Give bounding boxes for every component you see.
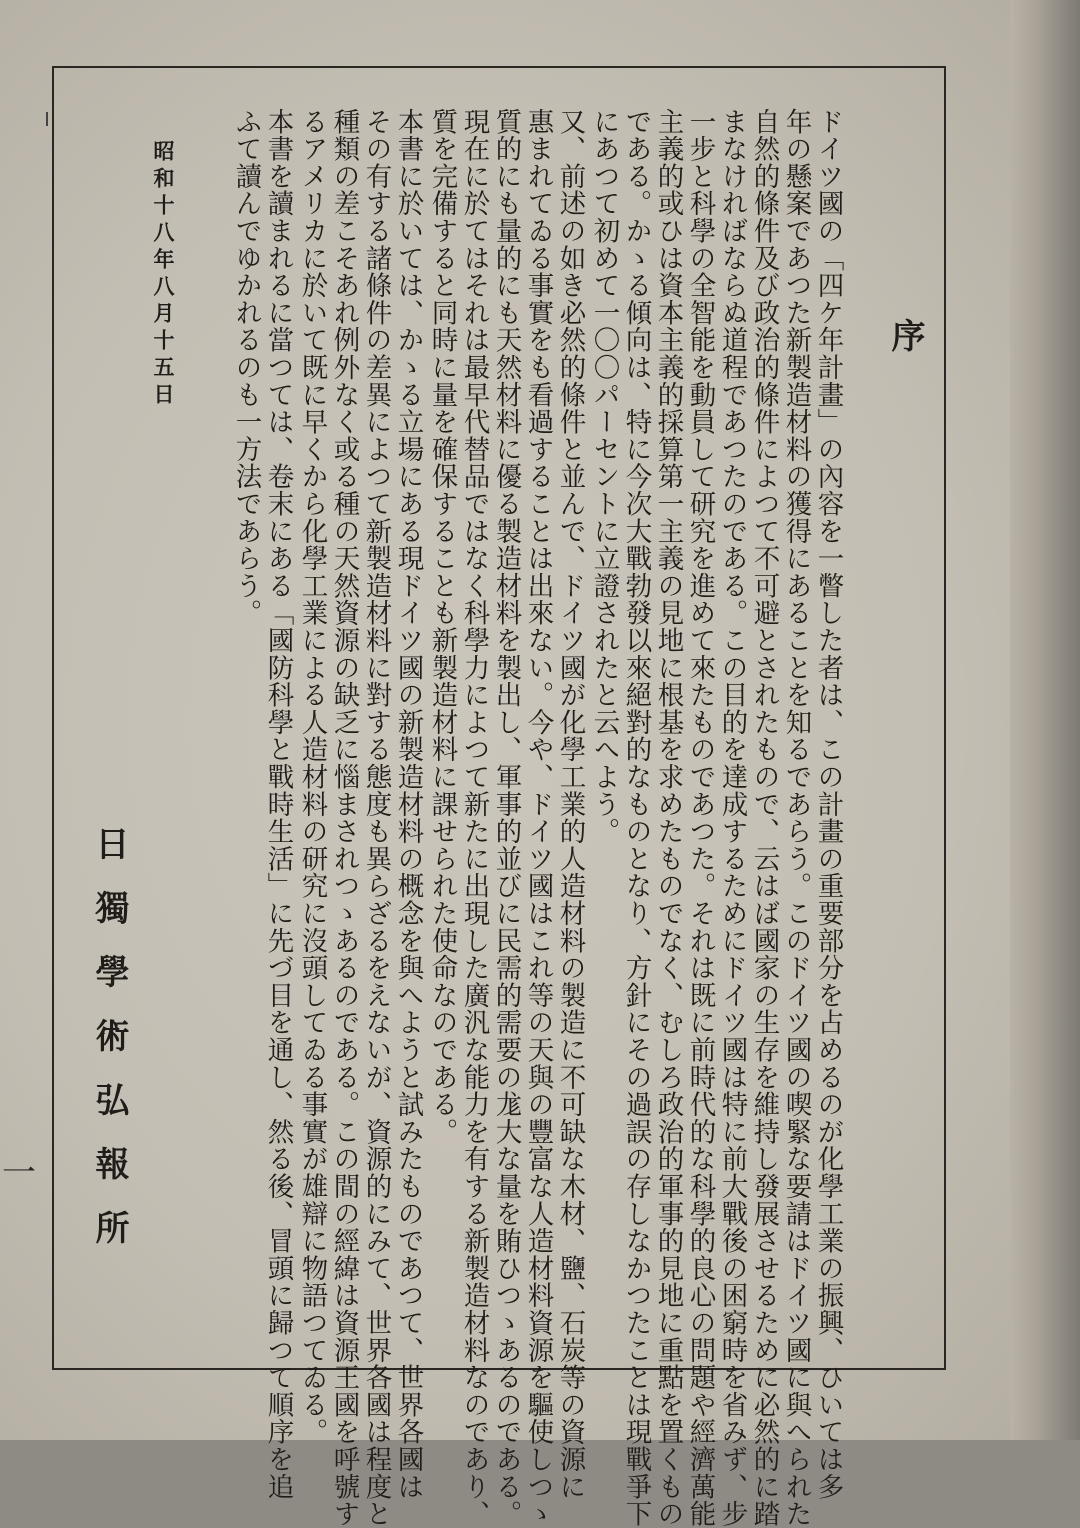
body-line: 本書を讀まれるに當つては、卷末にある「國防科學と戰時生活」に先づ目を通し、然る後、冒頭に歸つて順序を追 bbox=[262, 108, 294, 1501]
publisher-name: 日獨學術弘報所 bbox=[89, 826, 129, 1274]
body-line: ドイツ國の「四ケ年計畫」の內容を一瞥した者は、この計畫の重要部分を占めるのが化學工業の振興、ひいては多 bbox=[812, 108, 844, 1501]
body-line: 自然的條件及び政治的條件によつて不可避とされたもので、云はば國家の生存を維持し發展させるために必然的に踏 bbox=[748, 108, 780, 1528]
body-line: 年の懸案であつた新製造材料の獲得にあることを知るであらう。このドイツ國の喫緊な要請はドイツ國に與へられた bbox=[780, 108, 812, 1528]
body-line: 又、前述の如き必然的條件と並んで、ドイツ國が化學工業的人造材料の製造に不可缺な木材、鹽、石炭等の資源に bbox=[554, 108, 586, 1501]
page-number: 一 bbox=[2, 1153, 36, 1193]
body-line: その有する諸條件の差異によつて新製造材料に對する態度も異らざるをえないが、資源的にみて、世界各國は程度と bbox=[360, 108, 392, 1528]
book-spine bbox=[1010, 0, 1080, 1440]
body-line: にあつて初めて一〇〇パーセントに立證されたと云へよう。 bbox=[588, 108, 620, 846]
body-line: 質を完備すると同時に量を確保することも新製造材料に課せられた使命なのである。 bbox=[426, 108, 458, 1146]
preface-date: 昭和十八年八月十五日 bbox=[151, 140, 176, 410]
body-line: 質的にも量的にも天然材料に優る製造材料を製出し、軍事的並びに民需的需要の尨大な量を賄ひつゝあるのである。 bbox=[490, 108, 522, 1528]
body-line: 一步と科學の全智能を動員して研究を進めて來たものであつた。それは既に前時代的な科學的良心の問題や經濟萬能 bbox=[684, 108, 716, 1528]
body-line: 主義的或ひは資本主義的採算第一主義の見地に根基を求めたものでなく、むしろ政治的軍事的見地に重點を置くもの bbox=[652, 108, 684, 1528]
body-line: 惠まれてゐる事實をも看過することは出來ない。今や、ドイツ國はこれ等の天與の豐富な人造材料資源を驅使しつゝ bbox=[522, 108, 554, 1528]
body-line: ふて讀んでゆかれるのも一方法であらう。 bbox=[230, 108, 262, 627]
body-line: 本書に於いては、かゝる立場にある現ドイツ國の新製造材料の概念を與へようと試みたものであつて、世界各國は bbox=[392, 108, 424, 1501]
body-line: 現在に於てはそれは最早代替品ではなく科學力によつて新たに出現した廣汎な能力を有する新製造材料なのであり、 bbox=[458, 108, 490, 1528]
body-line: まなければならぬ道程であつたのである。この目的を達成するためにドイツ國は特に前大戰後の困窮時を省みず、步 bbox=[716, 108, 748, 1528]
body-line: である。かゝる傾向は、特に今次大戰勃發以來絕對的なものとなり、方針にその過誤の存しなかつたことは現戰爭下 bbox=[620, 108, 652, 1528]
preface-heading: 序 bbox=[885, 318, 925, 352]
body-line: るアメリカに於いて既に早くから化學工業による人造材料の研究に沒頭してゐる事實が雄辯に物語つてゐる。 bbox=[296, 108, 328, 1446]
body-line: 種類の差こそあれ例外なく或る種の天然資源の缺乏に惱まされつゝあるのである。この間の經緯は資源王國を呼號す bbox=[328, 108, 360, 1528]
